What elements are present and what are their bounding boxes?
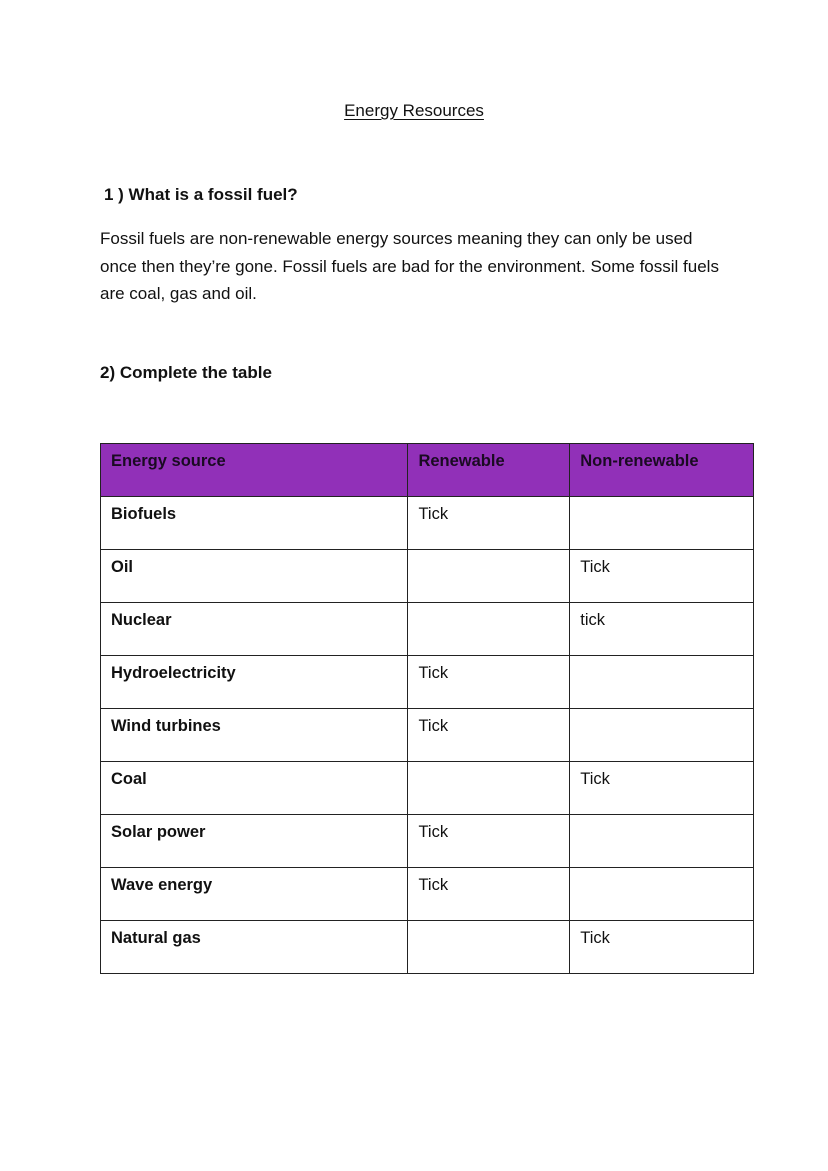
energy-source-cell: Oil	[101, 550, 408, 603]
table-row	[101, 497, 754, 550]
energy-source-cell: Biofuels	[101, 497, 408, 550]
renewable-cell	[408, 603, 570, 656]
table-row	[101, 762, 754, 815]
energy-source-cell: Hydroelectricity	[101, 656, 408, 709]
renewable-cell: Tick	[408, 868, 570, 921]
header-renewable: Renewable	[408, 444, 570, 497]
energy-source-cell: Wind turbines	[101, 709, 408, 762]
renewable-cell: Tick	[408, 815, 570, 868]
energy-source-cell: Solar power	[101, 815, 408, 868]
renewable-cell	[408, 762, 570, 815]
renewable-cell: Tick	[408, 709, 570, 762]
non-renewable-cell	[570, 497, 754, 550]
non-renewable-cell: Tick	[570, 762, 754, 815]
table-row	[101, 656, 754, 709]
table-row	[101, 603, 754, 656]
document-title: Energy Resources	[344, 101, 484, 120]
non-renewable-cell	[570, 656, 754, 709]
table-row	[101, 868, 754, 921]
non-renewable-cell: Tick	[570, 921, 754, 974]
energy-source-cell: Natural gas	[101, 921, 408, 974]
non-renewable-cell	[570, 868, 754, 921]
renewable-cell: Tick	[408, 497, 570, 550]
question-2: 2) Complete the table	[100, 363, 272, 382]
table-header-row	[101, 444, 754, 497]
renewable-cell: Tick	[408, 656, 570, 709]
energy-source-cell: Wave energy	[101, 868, 408, 921]
question-1: 1 ) What is a fossil fuel?	[104, 185, 298, 204]
non-renewable-cell: Tick	[570, 550, 754, 603]
table-row	[101, 815, 754, 868]
table-row	[101, 550, 754, 603]
energy-table	[100, 443, 754, 974]
table-row	[101, 709, 754, 762]
header-energy-source: Energy source	[101, 444, 408, 497]
energy-source-cell: Nuclear	[101, 603, 408, 656]
answer-1: Fossil fuels are non-renewable energy sources meaning they can only be used once then they’re gone. Fossil fuels are bad for the environment. Some fossil fuels are coal, gas and oil.	[100, 229, 719, 303]
non-renewable-cell	[570, 709, 754, 762]
table-row	[101, 921, 754, 974]
energy-source-cell: Coal	[101, 762, 408, 815]
non-renewable-cell	[570, 815, 754, 868]
renewable-cell	[408, 550, 570, 603]
header-non-renewable: Non-renewable	[570, 444, 754, 497]
non-renewable-cell: tick	[570, 603, 754, 656]
renewable-cell	[408, 921, 570, 974]
